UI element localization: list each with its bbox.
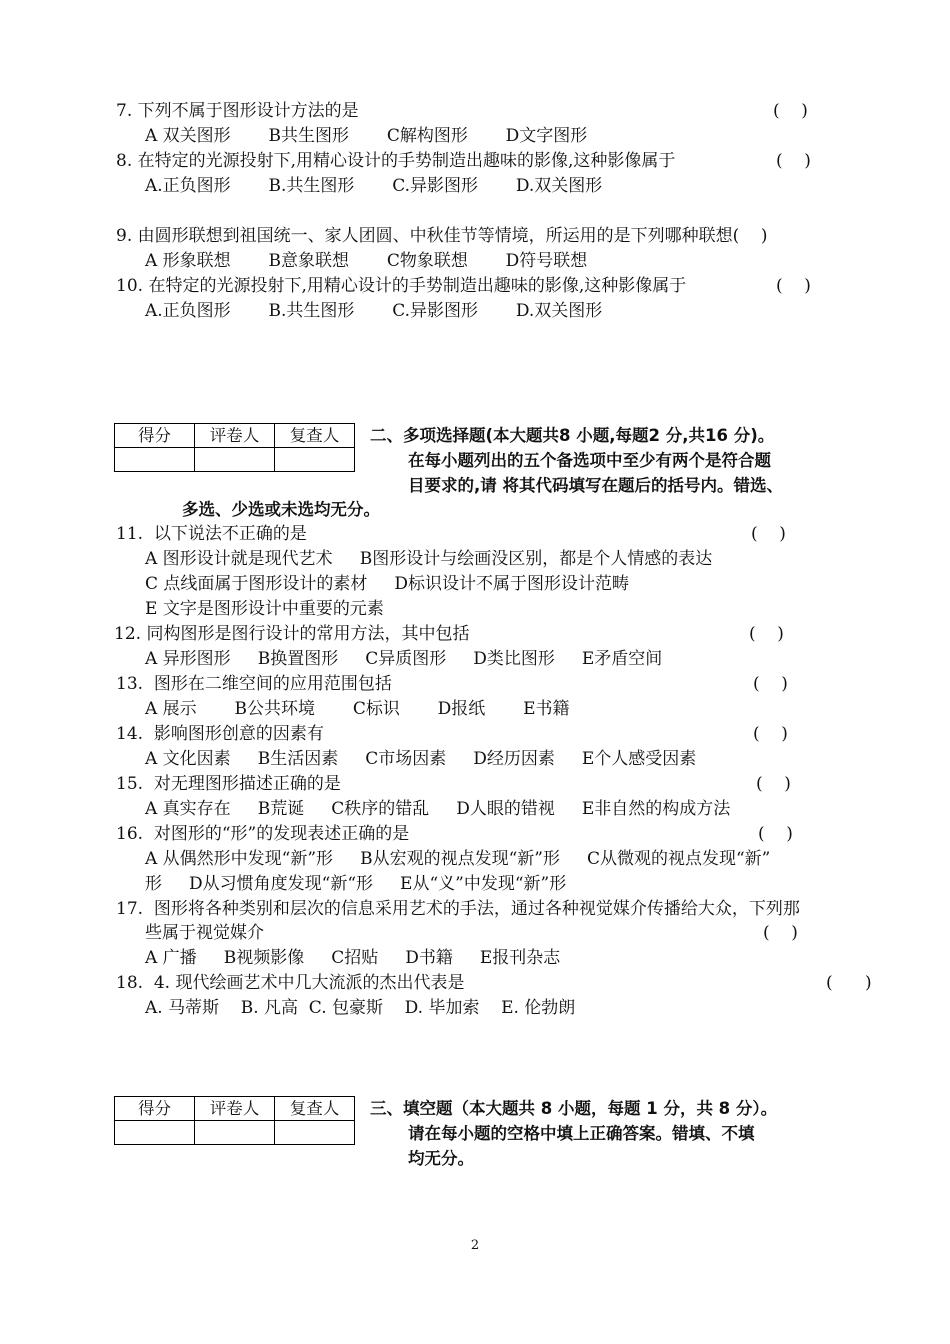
q17-answer-paren: ( ) (763, 923, 798, 943)
q15-options: A 真实存在 B荒诞 C秩序的错乱 D人眼的错视 E非自然的构成方法 (145, 799, 731, 819)
q17-text: 17. 图形将各种类别和层次的信息采用艺术的手法，通过各种视觉媒介传播给大众，下列那 (116, 899, 800, 919)
q14-options: A 文化因素 B生活因素 C市场因素 D经历因素 E个人感受因素 (145, 749, 697, 769)
q12-text: 12. 同构图形是图行设计的常用方法，其中包括 (114, 624, 470, 644)
q18-text: 18. 4. 现代绘画艺术中几大流派的杰出代表是 (116, 973, 465, 993)
reviewer-header: 复查人 (275, 1097, 355, 1121)
section2-heading: 二、多项选择题(本大题共8 小题,每题2 分,共16 分)。 (370, 426, 775, 445)
q11-text: 11. 以下说法不正确的是 (116, 524, 307, 544)
q13-text: 13. 图形在二维空间的应用范围包括 (116, 674, 392, 694)
q8-options: A.正负图形 B.共生图形 C.异影图形 D.双关图形 (145, 176, 603, 196)
score-cell[interactable] (115, 448, 195, 472)
q16-answer-paren: ( ) (758, 824, 793, 844)
q9-options: A 形象联想 B意象联想 C物象联想 D符号联想 (145, 251, 588, 271)
q16-text: 16. 对图形的“形”的发现表述正确的是 (116, 824, 410, 844)
section2-instruction-line4: 多选、少选或未选均无分。 (182, 500, 380, 519)
q16-options-1: A 从偶然形中发现“新”形 B从宏观的视点发现“新”形 C从微观的视点发现“新” (145, 849, 771, 869)
q10-options: A.正负图形 B.共生图形 C.异影图形 D.双关图形 (145, 301, 603, 321)
reviewer-cell[interactable] (275, 448, 355, 472)
q7-answer-paren: ( ) (773, 101, 808, 121)
q10-text: 10. 在特定的光源投射下,用精心设计的手势制造出趣味的影像,这种影像属于 (116, 276, 687, 296)
q13-options: A 展示 B公共环境 C标识 D报纸 E书籍 (145, 699, 570, 719)
section2-instruction-line2: 在每小题列出的五个备选项中至少有两个是符合题 (408, 451, 771, 470)
q18-options: A. 马蒂斯 B. 凡高 C. 包豪斯 D. 毕加索 E. 伦勃朗 (145, 998, 576, 1018)
q8-answer-paren: ( ) (776, 151, 811, 171)
q11-options-3: E 文字是图形设计中重要的元素 (145, 599, 384, 619)
q15-answer-paren: ( ) (756, 774, 791, 794)
grader-cell[interactable] (195, 1121, 275, 1145)
q14-answer-paren: ( ) (753, 724, 788, 744)
section3-instruction-line3: 均无分。 (408, 1149, 474, 1168)
section2-instruction-line3: 目要求的,请 将其代码填写在题后的括号内。错选、 (408, 476, 784, 495)
section3-heading: 三、填空题（本大题共 8 小题，每题 1 分，共 8 分）。 (370, 1099, 778, 1118)
grader-cell[interactable] (195, 448, 275, 472)
page-number: 2 (470, 1238, 480, 1253)
reviewer-header: 复查人 (275, 424, 355, 448)
q17-options: A 广播 B视频影像 C招贴 D书籍 E报刊杂志 (145, 948, 561, 968)
q13-answer-paren: ( ) (753, 674, 788, 694)
score-table-section3 (114, 1096, 355, 1145)
q14-text: 14. 影响图形创意的因素有 (116, 724, 324, 744)
q11-options-2: C 点线面属于图形设计的素材 D标识设计不属于图形设计范畴 (145, 574, 630, 594)
q18-answer-paren: ( ) (826, 973, 872, 993)
q11-options-1: A 图形设计就是现代艺术 B图形设计与绘画没区别，都是个人情感的表达 (145, 549, 713, 569)
q10-answer-paren: ( ) (776, 276, 811, 296)
q16-options-2: 形 D从习惯角度发现“新“形 E从“义”中发现“新”形 (145, 874, 567, 894)
score-header: 得分 (115, 424, 195, 448)
q9-text: 9. 由圆形联想到祖国统一、家人团圆、中秋佳节等情境，所运用的是下列哪种联想( ) (116, 226, 768, 246)
q12-options: A 异形图形 B换置图形 C异质图形 D类比图形 E矛盾空间 (145, 649, 663, 669)
q15-text: 15. 对无理图形描述正确的是 (116, 774, 341, 794)
q8-text: 8. 在特定的光源投射下,用精心设计的手势制造出趣味的影像,这种影像属于 (116, 151, 676, 171)
q7-text: 7. 下列不属于图形设计方法的是 (116, 101, 359, 121)
score-cell[interactable] (115, 1121, 195, 1145)
section3-instruction-line2: 请在每小题的空格中填上正确答案。错填、不填 (408, 1124, 755, 1143)
grader-header: 评卷人 (195, 1097, 275, 1121)
score-table-section2 (114, 423, 355, 472)
reviewer-cell[interactable] (275, 1121, 355, 1145)
q17-text-continued: 些属于视觉媒介 (145, 923, 264, 943)
q7-options: A 双关图形 B共生图形 C解构图形 D文字图形 (145, 126, 588, 146)
q11-answer-paren: ( ) (751, 524, 786, 544)
q12-answer-paren: ( ) (749, 624, 784, 644)
grader-header: 评卷人 (195, 424, 275, 448)
score-header: 得分 (115, 1097, 195, 1121)
